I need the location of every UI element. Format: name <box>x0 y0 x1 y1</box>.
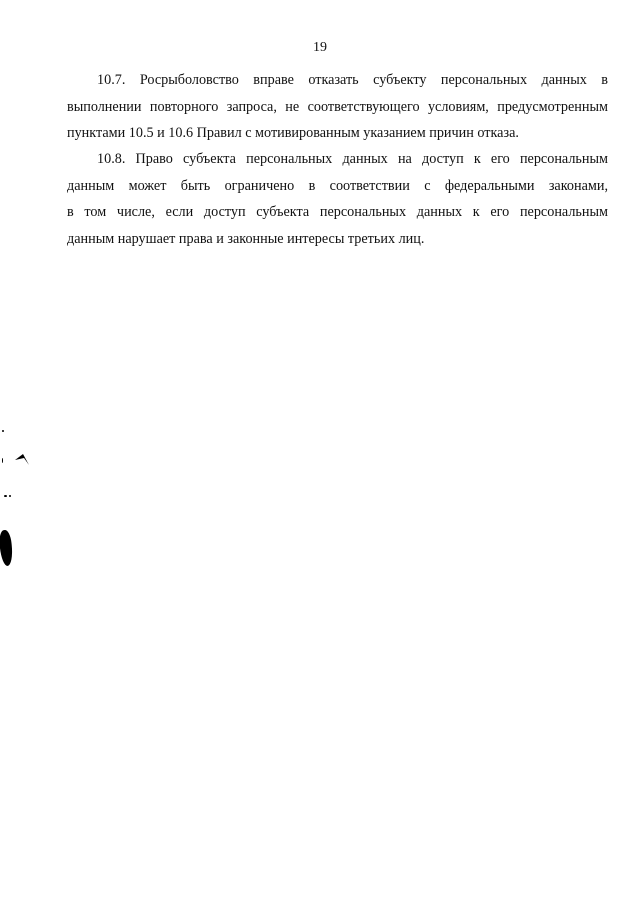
scan-speck <box>9 495 11 497</box>
ink-blot-mark <box>0 529 14 566</box>
scan-speck <box>4 495 7 497</box>
paragraph-line: пунктами 10.5 и 10.6 Правил с мотивированным указанием причин отказа. <box>67 125 519 141</box>
paragraph-10-8 <box>67 146 608 252</box>
scan-speck <box>2 458 3 463</box>
paragraph-line: данным может быть ограничено в соответствии с федеральными законами, <box>67 177 608 194</box>
paragraph-line: выполнении повторного запроса, не соответствующего условиям, предусмотренным <box>67 98 608 115</box>
paragraph-line: 10.8. Право субъекта персональных данных на доступ к его персональным <box>97 151 608 167</box>
page-number: 19 <box>313 40 327 55</box>
scan-mark-icon <box>14 452 30 466</box>
paragraph-line: в том числе, если доступ субъекта персональных данных к его персональным <box>67 204 608 220</box>
scan-speck <box>2 430 4 432</box>
paragraph-line: данным нарушает права и законные интересы третьих лиц. <box>67 230 425 247</box>
paragraph-10-7 <box>67 67 608 147</box>
paragraph-line: 10.7. Росрыболовство вправе отказать субъекту персональных данных в <box>97 72 608 88</box>
